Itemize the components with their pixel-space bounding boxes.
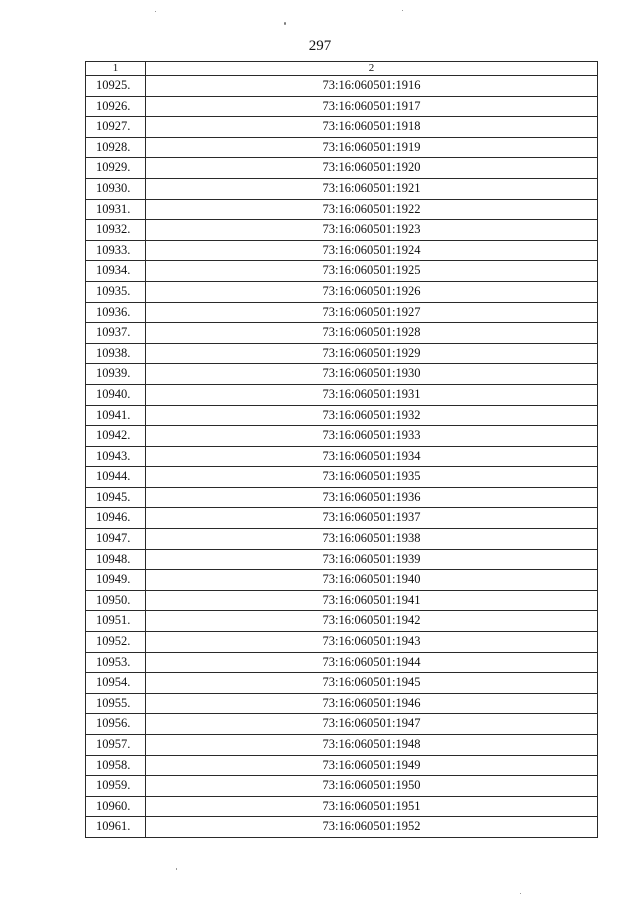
cadastral-number: 73:16:060501:1930 bbox=[146, 364, 598, 385]
row-number: 10940. bbox=[86, 384, 146, 405]
cadastral-number: 73:16:060501:1948 bbox=[146, 735, 598, 756]
table-row bbox=[86, 632, 598, 653]
page-number: 297 bbox=[308, 38, 332, 54]
table-row bbox=[86, 323, 598, 344]
row-number: 10931. bbox=[86, 199, 146, 220]
cadastral-number: 73:16:060501:1936 bbox=[146, 487, 598, 508]
row-number: 10960. bbox=[86, 796, 146, 817]
row-number: 10945. bbox=[86, 487, 146, 508]
row-number: 10958. bbox=[86, 755, 146, 776]
table-row bbox=[86, 240, 598, 261]
cadastral-number: 73:16:060501:1950 bbox=[146, 776, 598, 797]
table-row bbox=[86, 714, 598, 735]
scan-speck bbox=[176, 868, 177, 870]
table-row bbox=[86, 446, 598, 467]
row-number: 10947. bbox=[86, 529, 146, 550]
table-row bbox=[86, 384, 598, 405]
row-number: 10927. bbox=[86, 117, 146, 138]
row-number: 10933. bbox=[86, 240, 146, 261]
cadastral-number: 73:16:060501:1918 bbox=[146, 117, 598, 138]
row-number: 10941. bbox=[86, 405, 146, 426]
row-number: 10932. bbox=[86, 220, 146, 241]
cadastral-number: 73:16:060501:1916 bbox=[146, 76, 598, 97]
column-header-number: 1 bbox=[86, 62, 146, 76]
table-row bbox=[86, 796, 598, 817]
cadastral-number: 73:16:060501:1952 bbox=[146, 817, 598, 838]
scan-speck bbox=[155, 11, 156, 12]
table-row bbox=[86, 178, 598, 199]
cadastral-number: 73:16:060501:1946 bbox=[146, 693, 598, 714]
row-number: 10942. bbox=[86, 426, 146, 447]
cadastral-number: 73:16:060501:1943 bbox=[146, 632, 598, 653]
table-row bbox=[86, 364, 598, 385]
table-row bbox=[86, 220, 598, 241]
cadastral-number: 73:16:060501:1941 bbox=[146, 590, 598, 611]
cadastral-number: 73:16:060501:1947 bbox=[146, 714, 598, 735]
row-number: 10925. bbox=[86, 76, 146, 97]
table-row bbox=[86, 281, 598, 302]
cadastral-number: 73:16:060501:1927 bbox=[146, 302, 598, 323]
table-body bbox=[86, 76, 598, 838]
table-row bbox=[86, 76, 598, 97]
table-row bbox=[86, 611, 598, 632]
cadastral-number: 73:16:060501:1939 bbox=[146, 549, 598, 570]
scan-speck bbox=[402, 10, 403, 11]
table-row bbox=[86, 199, 598, 220]
row-number: 10926. bbox=[86, 96, 146, 117]
row-number: 10948. bbox=[86, 549, 146, 570]
cadastral-number: 73:16:060501:1931 bbox=[146, 384, 598, 405]
table-row bbox=[86, 673, 598, 694]
cadastral-number: 73:16:060501:1919 bbox=[146, 137, 598, 158]
cadastral-number: 73:16:060501:1932 bbox=[146, 405, 598, 426]
row-number: 10930. bbox=[86, 178, 146, 199]
cadastral-number: 73:16:060501:1945 bbox=[146, 673, 598, 694]
row-number: 10939. bbox=[86, 364, 146, 385]
row-number: 10956. bbox=[86, 714, 146, 735]
cadastral-number: 73:16:060501:1921 bbox=[146, 178, 598, 199]
table-row bbox=[86, 652, 598, 673]
row-number: 10944. bbox=[86, 467, 146, 488]
cadastral-number: 73:16:060501:1937 bbox=[146, 508, 598, 529]
cadastral-number: 73:16:060501:1944 bbox=[146, 652, 598, 673]
table-row bbox=[86, 343, 598, 364]
cadastral-number: 73:16:060501:1922 bbox=[146, 199, 598, 220]
cadastral-number: 73:16:060501:1933 bbox=[146, 426, 598, 447]
column-header-cadastral: 2 bbox=[146, 62, 598, 76]
row-number: 10935. bbox=[86, 281, 146, 302]
table-row bbox=[86, 158, 598, 179]
table-row bbox=[86, 302, 598, 323]
row-number: 10928. bbox=[86, 137, 146, 158]
row-number: 10937. bbox=[86, 323, 146, 344]
cadastral-number: 73:16:060501:1949 bbox=[146, 755, 598, 776]
row-number: 10938. bbox=[86, 343, 146, 364]
row-number: 10953. bbox=[86, 652, 146, 673]
table-row bbox=[86, 96, 598, 117]
table-row bbox=[86, 549, 598, 570]
table-row bbox=[86, 755, 598, 776]
cadastral-number: 73:16:060501:1926 bbox=[146, 281, 598, 302]
table-row bbox=[86, 117, 598, 138]
table-row bbox=[86, 529, 598, 550]
table-header-row bbox=[86, 62, 598, 76]
cadastral-number: 73:16:060501:1942 bbox=[146, 611, 598, 632]
row-number: 10934. bbox=[86, 261, 146, 282]
table-row bbox=[86, 137, 598, 158]
cadastral-number: 73:16:060501:1920 bbox=[146, 158, 598, 179]
table-row bbox=[86, 261, 598, 282]
row-number: 10961. bbox=[86, 817, 146, 838]
row-number: 10952. bbox=[86, 632, 146, 653]
table-row bbox=[86, 735, 598, 756]
row-number: 10936. bbox=[86, 302, 146, 323]
cadastral-number: 73:16:060501:1929 bbox=[146, 343, 598, 364]
cadastral-number: 73:16:060501:1935 bbox=[146, 467, 598, 488]
table-row bbox=[86, 570, 598, 591]
cadastral-table bbox=[85, 61, 598, 838]
row-number: 10946. bbox=[86, 508, 146, 529]
cadastral-number: 73:16:060501:1924 bbox=[146, 240, 598, 261]
cadastral-number: 73:16:060501:1951 bbox=[146, 796, 598, 817]
row-number: 10929. bbox=[86, 158, 146, 179]
table-row bbox=[86, 693, 598, 714]
row-number: 10951. bbox=[86, 611, 146, 632]
cadastral-number: 73:16:060501:1934 bbox=[146, 446, 598, 467]
table-row bbox=[86, 508, 598, 529]
row-number: 10957. bbox=[86, 735, 146, 756]
table-row bbox=[86, 487, 598, 508]
cadastral-number: 73:16:060501:1917 bbox=[146, 96, 598, 117]
cadastral-number: 73:16:060501:1940 bbox=[146, 570, 598, 591]
table-row bbox=[86, 467, 598, 488]
row-number: 10950. bbox=[86, 590, 146, 611]
scan-speck bbox=[284, 22, 286, 25]
table-row bbox=[86, 405, 598, 426]
row-number: 10959. bbox=[86, 776, 146, 797]
table-row bbox=[86, 590, 598, 611]
row-number: 10955. bbox=[86, 693, 146, 714]
table-row bbox=[86, 776, 598, 797]
cadastral-number: 73:16:060501:1925 bbox=[146, 261, 598, 282]
cadastral-number: 73:16:060501:1928 bbox=[146, 323, 598, 344]
table-row bbox=[86, 817, 598, 838]
cadastral-number: 73:16:060501:1923 bbox=[146, 220, 598, 241]
row-number: 10949. bbox=[86, 570, 146, 591]
table-row bbox=[86, 426, 598, 447]
scan-speck bbox=[520, 893, 521, 894]
row-number: 10943. bbox=[86, 446, 146, 467]
cadastral-number: 73:16:060501:1938 bbox=[146, 529, 598, 550]
row-number: 10954. bbox=[86, 673, 146, 694]
